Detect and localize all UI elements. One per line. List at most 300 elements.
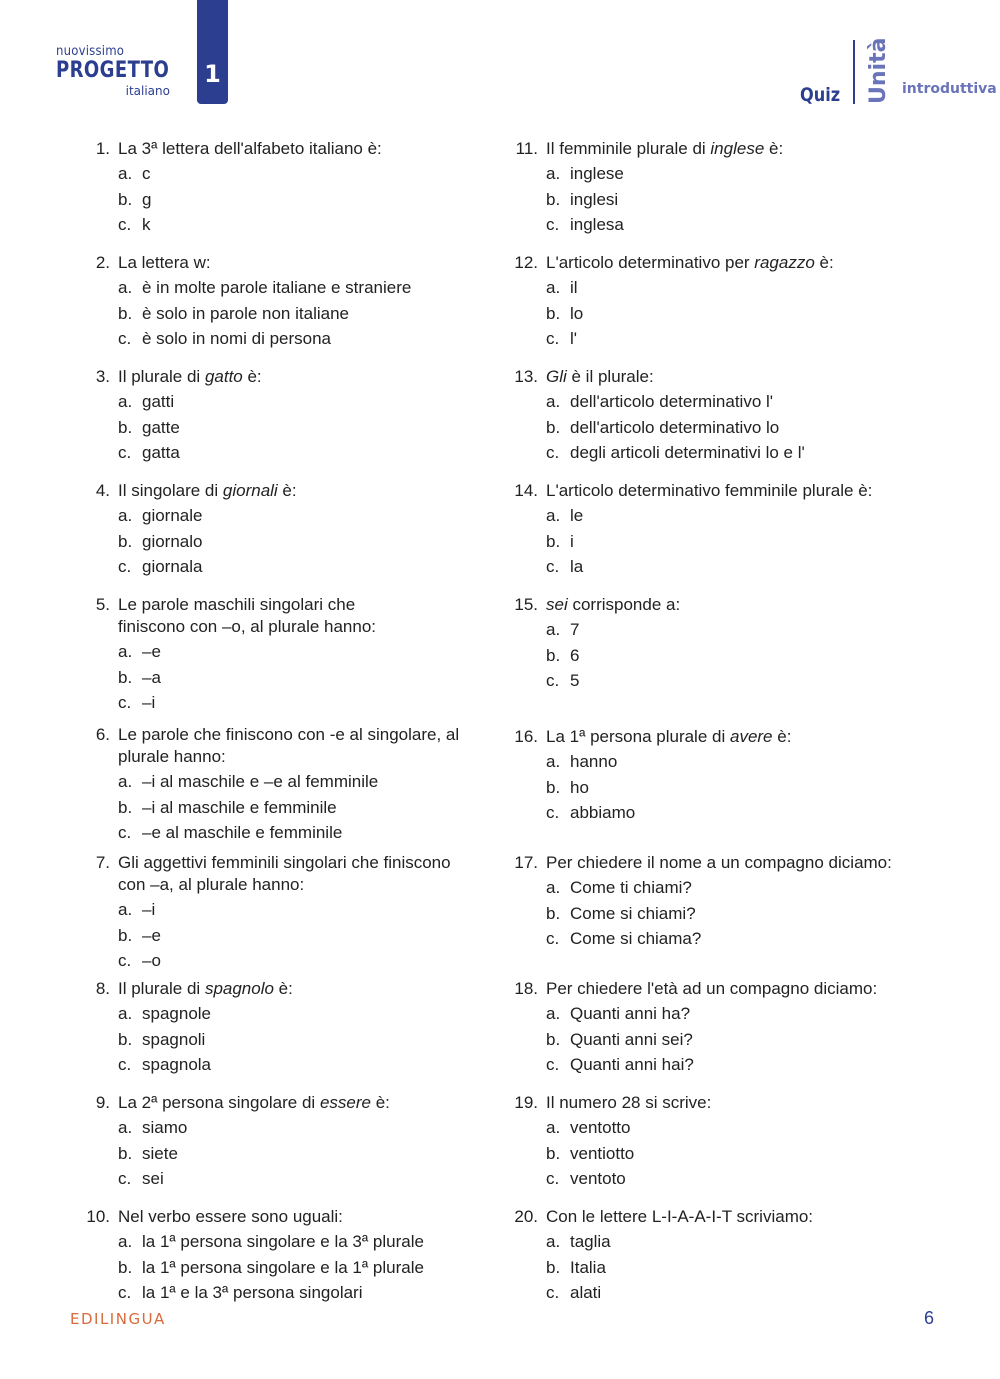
- option-letter: c.: [118, 557, 132, 576]
- answer-option[interactable]: [80, 1142, 500, 1166]
- question-9: [80, 1092, 500, 1191]
- question-text-part: è:: [764, 139, 784, 158]
- answer-option[interactable]: [508, 750, 948, 774]
- option-text: –i: [142, 693, 156, 712]
- question-number: 8.: [95, 979, 110, 998]
- page-number: 6: [924, 1308, 935, 1328]
- answer-option[interactable]: [80, 327, 500, 351]
- answer-option[interactable]: [80, 188, 500, 212]
- option-letter: c.: [546, 1055, 560, 1074]
- option-text: Come si chiama?: [570, 929, 702, 948]
- question-text: [118, 480, 500, 502]
- option-letter: a.: [118, 164, 133, 183]
- publisher-logo: EDILINGUA: [70, 1310, 166, 1328]
- option-letter: a.: [546, 752, 561, 771]
- answer-option[interactable]: [80, 1256, 500, 1280]
- answer-option[interactable]: [80, 162, 500, 186]
- option-text: Quanti anni sei?: [570, 1029, 693, 1049]
- question-text-emphasis: inglese: [710, 139, 765, 158]
- option-text: gatta: [142, 443, 180, 462]
- answer-option[interactable]: [80, 796, 500, 820]
- option-text: gatti: [142, 392, 175, 411]
- question-prompt: [80, 978, 500, 1000]
- answer-option[interactable]: [508, 1002, 948, 1026]
- option-letter: c.: [546, 557, 560, 576]
- question-text: [118, 852, 500, 896]
- answer-option[interactable]: [80, 1230, 500, 1254]
- answer-option[interactable]: [80, 770, 500, 794]
- option-text: Italia: [570, 1257, 606, 1277]
- option-letter: b.: [546, 777, 561, 797]
- question-text: [546, 852, 948, 874]
- option-letter: b.: [118, 667, 133, 687]
- question-prompt: [508, 480, 948, 502]
- option-letter: c.: [546, 1169, 560, 1188]
- option-text: 6: [570, 645, 580, 665]
- option-letter: c.: [118, 443, 132, 462]
- question-number: 13.: [514, 367, 538, 386]
- question-text-emphasis: gatto: [204, 367, 243, 386]
- option-letter: a.: [546, 506, 561, 525]
- option-text: è solo in parole non italiane: [142, 303, 349, 323]
- option-text: Come ti chiami?: [570, 878, 692, 897]
- question-number: 6.: [95, 725, 110, 744]
- question-number: 7.: [95, 853, 110, 872]
- option-letter: c.: [546, 329, 560, 348]
- question-number: 17.: [514, 853, 538, 872]
- option-letter: c.: [546, 1283, 560, 1302]
- option-text: dell'articolo determinativo l': [570, 392, 774, 411]
- option-text: spagnoli: [142, 1029, 206, 1049]
- question-text: [546, 1092, 948, 1114]
- option-letter: a.: [118, 278, 133, 297]
- option-text: la: [570, 557, 584, 576]
- question-text-part: Il numero 28 si scrive:: [546, 1093, 712, 1112]
- option-text: spagnola: [142, 1055, 212, 1074]
- option-letter: a.: [546, 164, 561, 183]
- question-text-part: è:: [772, 727, 792, 746]
- answer-option[interactable]: [508, 327, 948, 351]
- option-text: –o: [142, 951, 161, 970]
- option-text: k: [142, 215, 151, 234]
- question-text: [118, 1206, 500, 1228]
- option-text: Come si chiami?: [570, 903, 696, 923]
- question-8: [80, 978, 500, 1077]
- answer-option[interactable]: [80, 302, 500, 326]
- question-text-part: Il femminile plurale di: [546, 139, 711, 158]
- question-text-part: è:: [242, 367, 262, 386]
- question-text-part: è:: [277, 481, 297, 500]
- answer-option[interactable]: [80, 530, 500, 554]
- question-number: 2.: [95, 253, 110, 272]
- question-text: [118, 138, 500, 160]
- logo-line-2: PROGETTO: [56, 58, 170, 83]
- option-text: ventotto: [570, 1118, 631, 1137]
- option-letter: a.: [118, 1118, 133, 1137]
- question-text-part: corrisponde a:: [567, 595, 681, 614]
- answer-option[interactable]: [80, 898, 500, 922]
- logo-line-1: nuovissimo: [56, 44, 125, 59]
- answer-option[interactable]: [508, 188, 948, 212]
- option-text: la 1ª e la 3ª persona singolari: [142, 1283, 363, 1302]
- option-text: –e: [142, 925, 161, 945]
- option-text: ho: [570, 777, 589, 797]
- question-text-emphasis: essere: [319, 1093, 371, 1112]
- option-text: lo: [570, 303, 584, 323]
- option-text: spagnole: [142, 1004, 212, 1023]
- volume-tab: 1: [197, 0, 228, 104]
- option-letter: a.: [546, 392, 561, 411]
- option-text: ventiotto: [570, 1143, 635, 1163]
- option-letter: a.: [118, 772, 133, 791]
- option-letter: c.: [118, 823, 132, 842]
- question-text-part: è:: [273, 979, 293, 998]
- option-letter: a.: [546, 1232, 561, 1251]
- answer-option[interactable]: [80, 441, 500, 465]
- question-prompt: [508, 726, 948, 748]
- option-letter: a.: [546, 1118, 561, 1137]
- question-10: [80, 1206, 500, 1305]
- header-divider: [853, 40, 855, 104]
- question-2: [80, 252, 500, 351]
- question-number: 19.: [514, 1093, 538, 1112]
- option-text: giornala: [142, 557, 203, 576]
- option-text: –e: [142, 642, 161, 661]
- option-text: la 1ª persona singolare e la 1ª plurale: [142, 1257, 424, 1277]
- question-number: 4.: [95, 481, 110, 500]
- option-letter: b.: [546, 1257, 561, 1277]
- option-text: –i al maschile e femminile: [142, 797, 337, 817]
- option-letter: c.: [546, 443, 560, 462]
- question-6: [80, 724, 500, 845]
- option-text: la 1ª persona singolare e la 3ª plurale: [142, 1232, 424, 1251]
- question-text-emphasis: ragazzo: [754, 253, 815, 272]
- question-14: [508, 480, 948, 579]
- option-text: Quanti anni ha?: [570, 1004, 691, 1023]
- option-letter: a.: [546, 278, 561, 297]
- question-text-part: La 2ª persona singolare di: [118, 1093, 320, 1112]
- answer-option[interactable]: [80, 416, 500, 440]
- option-letter: b.: [546, 903, 561, 923]
- question-text: [546, 594, 948, 616]
- option-text: –i: [142, 900, 156, 919]
- option-letter: c.: [546, 929, 560, 948]
- option-letter: a.: [118, 1004, 133, 1023]
- question-prompt: [508, 366, 948, 388]
- option-text: –e al maschile e femminile: [142, 823, 343, 842]
- option-letter: a.: [546, 878, 561, 897]
- question-number: 12.: [514, 253, 538, 272]
- question-text-part: La 3ª lettera dell'alfabeto italiano è:: [118, 139, 382, 158]
- question-11: [508, 138, 948, 237]
- question-number: 5.: [95, 595, 110, 614]
- option-text: –i al maschile e –e al femminile: [142, 772, 379, 791]
- question-prompt: [80, 724, 500, 768]
- answer-option[interactable]: [508, 416, 948, 440]
- answer-option[interactable]: [80, 924, 500, 948]
- question-number: 16.: [514, 727, 538, 746]
- answer-option[interactable]: [508, 927, 948, 951]
- answer-option[interactable]: [508, 1256, 948, 1280]
- option-letter: c.: [546, 215, 560, 234]
- answer-option[interactable]: [80, 691, 500, 715]
- option-letter: b.: [546, 189, 561, 209]
- option-letter: b.: [118, 417, 133, 437]
- option-text: taglia: [570, 1232, 611, 1251]
- option-letter: b.: [118, 303, 133, 323]
- answer-option[interactable]: [508, 213, 948, 237]
- option-letter: b.: [546, 1143, 561, 1163]
- option-text: Quanti anni hai?: [570, 1055, 694, 1074]
- question-prompt: [80, 366, 500, 388]
- answer-option[interactable]: [508, 302, 948, 326]
- question-text-part: L'articolo determinativo femminile plurale è:: [546, 481, 873, 500]
- question-text-emphasis: giornali: [222, 481, 278, 500]
- answer-option[interactable]: [508, 276, 948, 300]
- question-text: [546, 480, 948, 502]
- question-text-part: è il plurale:: [566, 367, 654, 386]
- option-text: dell'articolo determinativo lo: [570, 417, 780, 437]
- answer-option[interactable]: [508, 1167, 948, 1191]
- answer-option[interactable]: [508, 162, 948, 186]
- answer-option[interactable]: [508, 530, 948, 554]
- question-text: [546, 252, 948, 274]
- option-text: 5: [570, 671, 580, 690]
- answer-option[interactable]: [80, 640, 500, 664]
- option-text: c: [142, 164, 151, 183]
- question-text-part: Il singolare di: [118, 481, 223, 500]
- question-text-part: La lettera w:: [118, 253, 211, 272]
- section-label: Quiz: [800, 84, 841, 106]
- question-12: [508, 252, 948, 351]
- answer-option[interactable]: [508, 902, 948, 926]
- question-prompt: [80, 480, 500, 502]
- question-text-part: Per chiedere il nome a un compagno diciamo:: [546, 853, 892, 872]
- question-text-part: Il plurale di: [118, 979, 205, 998]
- answer-option[interactable]: [80, 555, 500, 579]
- answer-option[interactable]: [80, 1167, 500, 1191]
- option-letter: a.: [118, 1232, 133, 1251]
- option-text: hanno: [570, 752, 618, 771]
- answer-option[interactable]: [508, 876, 948, 900]
- answer-option[interactable]: [508, 1281, 948, 1305]
- option-text: siamo: [142, 1118, 188, 1137]
- option-text: inglesi: [570, 189, 619, 209]
- option-letter: c.: [546, 671, 560, 690]
- answer-option[interactable]: [508, 1116, 948, 1140]
- option-text: l': [570, 329, 578, 348]
- answer-option[interactable]: [80, 213, 500, 237]
- question-13: [508, 366, 948, 465]
- question-number: 9.: [95, 1093, 110, 1112]
- answer-option[interactable]: [80, 504, 500, 528]
- option-letter: b.: [546, 1029, 561, 1049]
- question-15: [508, 594, 948, 693]
- option-letter: a.: [118, 642, 133, 661]
- option-text: degli articoli determinativi lo e l': [570, 443, 805, 462]
- question-prompt: [80, 852, 500, 896]
- question-number: 10.: [86, 1207, 110, 1226]
- option-letter: c.: [546, 803, 560, 822]
- question-text-emphasis: sei: [546, 595, 568, 614]
- question-text: [546, 1206, 948, 1228]
- answer-option[interactable]: [508, 776, 948, 800]
- question-prompt: [508, 138, 948, 160]
- option-letter: b.: [118, 189, 133, 209]
- answer-option[interactable]: [508, 1028, 948, 1052]
- logo-line-3: italiano: [125, 84, 170, 98]
- question-17: [508, 852, 948, 951]
- series-logo: [56, 44, 176, 98]
- question-text-part: L'articolo determinativo per: [546, 253, 755, 272]
- question-prompt: [508, 1206, 948, 1228]
- answer-option[interactable]: [508, 669, 948, 693]
- question-text-emphasis: spagnolo: [204, 979, 274, 998]
- question-text-part: Con le lettere L-I-A-A-I-T scriviamo:: [546, 1207, 814, 1226]
- option-text: siete: [142, 1143, 178, 1163]
- option-text: 7: [570, 620, 580, 639]
- question-text-part: Gli aggettivi femminili singolari che finiscono con –a, al plurale hanno:: [118, 853, 451, 894]
- option-letter: b.: [546, 303, 561, 323]
- option-text: ventoto: [570, 1169, 626, 1188]
- option-letter: b.: [118, 1143, 133, 1163]
- question-number: 1.: [95, 139, 110, 158]
- option-letter: b.: [118, 797, 133, 817]
- option-text: alati: [570, 1283, 602, 1302]
- question-text-part: Il plurale di: [118, 367, 205, 386]
- option-letter: b.: [118, 1029, 133, 1049]
- question-text: [118, 366, 500, 388]
- option-letter: c.: [118, 693, 132, 712]
- question-text: [546, 726, 948, 748]
- option-letter: a.: [546, 620, 561, 639]
- question-prompt: [80, 1206, 500, 1228]
- question-number: 14.: [514, 481, 538, 500]
- question-16: [508, 726, 948, 825]
- option-letter: b.: [118, 925, 133, 945]
- question-prompt: [80, 594, 500, 638]
- option-letter: a.: [546, 1004, 561, 1023]
- answer-option[interactable]: [80, 666, 500, 690]
- question-19: [508, 1092, 948, 1191]
- unit-label: Unità: [866, 37, 891, 104]
- question-text: [118, 1092, 500, 1114]
- question-prompt: [80, 138, 500, 160]
- option-letter: c.: [118, 1169, 132, 1188]
- option-letter: b.: [546, 645, 561, 665]
- question-text-part: è:: [814, 253, 834, 272]
- option-letter: c.: [118, 1055, 132, 1074]
- answer-option[interactable]: [80, 1281, 500, 1305]
- answer-option[interactable]: [80, 1028, 500, 1052]
- question-text-emphasis: avere: [729, 727, 773, 746]
- option-letter: c.: [118, 1283, 132, 1302]
- option-text: inglesa: [570, 215, 624, 234]
- option-letter: c.: [118, 329, 132, 348]
- question-number: 20.: [514, 1207, 538, 1226]
- question-number: 11.: [515, 139, 538, 158]
- question-prompt: [508, 978, 948, 1000]
- answer-option[interactable]: [80, 1053, 500, 1077]
- answer-option[interactable]: [508, 801, 948, 825]
- option-letter: a.: [118, 900, 133, 919]
- answer-option[interactable]: [80, 1002, 500, 1026]
- answer-option[interactable]: [508, 1053, 948, 1077]
- option-letter: b.: [546, 531, 561, 551]
- question-5: [80, 594, 500, 715]
- option-letter: c.: [118, 215, 132, 234]
- answer-option[interactable]: [80, 390, 500, 414]
- question-20: [508, 1206, 948, 1305]
- question-text-part: è:: [370, 1093, 390, 1112]
- question-text: [118, 724, 500, 768]
- answer-option[interactable]: [508, 441, 948, 465]
- option-text: gatte: [142, 417, 180, 437]
- option-letter: a.: [118, 506, 133, 525]
- answer-option[interactable]: [508, 644, 948, 668]
- option-letter: b.: [118, 1257, 133, 1277]
- question-4: [80, 480, 500, 579]
- question-text-part: Le parole che finiscono con -e al singolare, al plurale hanno:: [118, 725, 460, 766]
- question-text-part: Per chiedere l'età ad un compagno diciamo:: [546, 979, 878, 998]
- answer-option[interactable]: [80, 949, 500, 973]
- question-18: [508, 978, 948, 1077]
- option-text: le: [570, 506, 584, 525]
- option-text: sei: [142, 1169, 164, 1188]
- option-text: –a: [142, 667, 161, 687]
- option-letter: b.: [546, 417, 561, 437]
- option-text: giornale: [142, 506, 203, 525]
- option-text: inglese: [570, 164, 624, 183]
- answer-option[interactable]: [80, 1116, 500, 1140]
- question-number: 15.: [514, 595, 538, 614]
- question-text: [546, 366, 948, 388]
- question-text-part: La 1ª persona plurale di: [546, 727, 730, 746]
- option-text: il: [570, 278, 578, 297]
- answer-option[interactable]: [80, 276, 500, 300]
- question-text-part: Nel verbo essere sono uguali:: [118, 1207, 343, 1226]
- answer-option[interactable]: [508, 1230, 948, 1254]
- question-1: [80, 138, 500, 237]
- question-text: [118, 978, 500, 1000]
- option-text: i: [570, 531, 574, 551]
- question-text: [546, 138, 948, 160]
- option-letter: a.: [118, 392, 133, 411]
- answer-option[interactable]: [80, 821, 500, 845]
- question-text-emphasis: Gli: [546, 367, 567, 386]
- option-text: è solo in nomi di persona: [142, 329, 332, 348]
- question-prompt: [508, 594, 948, 616]
- answer-option[interactable]: [508, 504, 948, 528]
- question-prompt: [80, 1092, 500, 1114]
- question-prompt: [508, 852, 948, 874]
- option-text: giornalo: [142, 531, 203, 551]
- question-text: [118, 252, 500, 274]
- answer-option[interactable]: [508, 390, 948, 414]
- answer-option[interactable]: [508, 1142, 948, 1166]
- question-7: [80, 852, 500, 973]
- question-prompt: [508, 252, 948, 274]
- question-text: [118, 594, 500, 638]
- answer-option[interactable]: [508, 555, 948, 579]
- option-text: è in molte parole italiane e straniere: [142, 278, 412, 297]
- unit-name: introduttiva: [902, 81, 997, 97]
- question-number: 18.: [514, 979, 538, 998]
- answer-option[interactable]: [508, 618, 948, 642]
- question-prompt: [80, 252, 500, 274]
- question-number: 3.: [95, 367, 110, 386]
- question-text: [546, 978, 948, 1000]
